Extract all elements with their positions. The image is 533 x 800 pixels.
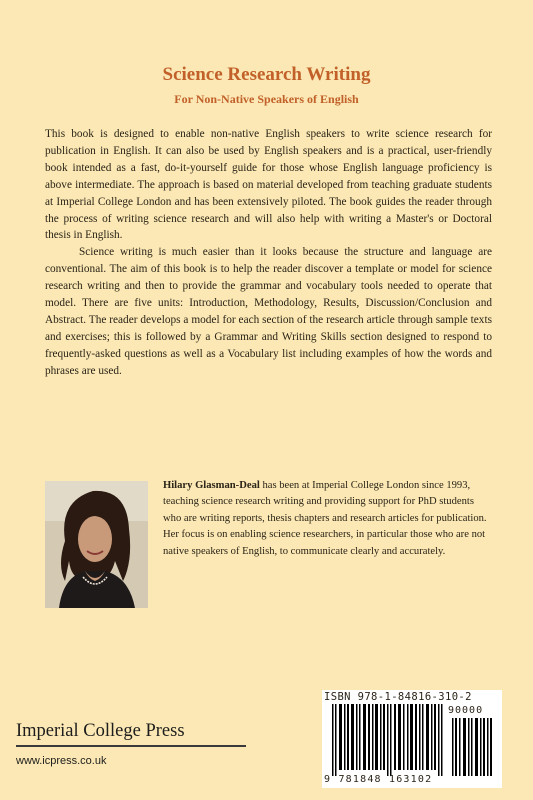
description-paragraph-2: Science writing is much easier than it looks because the structure and language are conventional. The aim of this book is to help the reader discover a template or model for science research writing and then to provide the grammar and vocabulary tools needed to operate that model. There are five units: Introduction, Methodology, Results, Discussion/Conclusion and Abstract. The reader develops a model for each section of the research article through sample texts and exercises; this is followed by a Grammar and Writing Skills section designed to respond to frequently-asked questions as well as a Vocabulary list including examples of how the words and phrases are used. — [45, 246, 492, 377]
author-bio-text: has been at Imperial College London since 1993, teaching science research writing and providing support for PhD students who are writing reports, thesis chapters and research articles for publication. Her focus is on enabling science researchers, in particular those who are not native speakers of English, to communicate clearly and accurately. — [163, 480, 487, 557]
description-paragraph-1: This book is designed to enable non-native English speakers to write science research for publication in English. It can also be used by English speakers and is a practical, user-friendly book intended as a fast, do-it-yourself guide for those whose English language proficiency is above intermediate. The approach is based on material developed from teaching graduate students at Imperial College London and has been extensively piloted. The book guides the reader through the process of writing science research and will also help with writing a Master's or Doctoral thesis in English. — [45, 128, 492, 242]
book-subtitle: For Non-Native Speakers of English — [174, 92, 359, 106]
barcode-addon-digits: 90000 — [448, 705, 484, 716]
barcode-bars — [328, 704, 496, 776]
author-name: Hilary Glasman-Deal — [163, 480, 260, 491]
book-description — [45, 126, 492, 380]
barcode-digits: 9 781848 163102 — [324, 774, 433, 785]
book-title: Science Research Writing — [162, 64, 371, 85]
barcode — [322, 690, 502, 788]
author-photo — [45, 481, 148, 608]
publisher-rule — [16, 745, 246, 747]
isbn-text: ISBN 978-1-84816-310-2 — [324, 691, 472, 703]
author-bio — [163, 478, 493, 560]
publisher-url: www.icpress.co.uk — [16, 755, 107, 767]
publisher-name: Imperial College Press — [16, 721, 185, 741]
